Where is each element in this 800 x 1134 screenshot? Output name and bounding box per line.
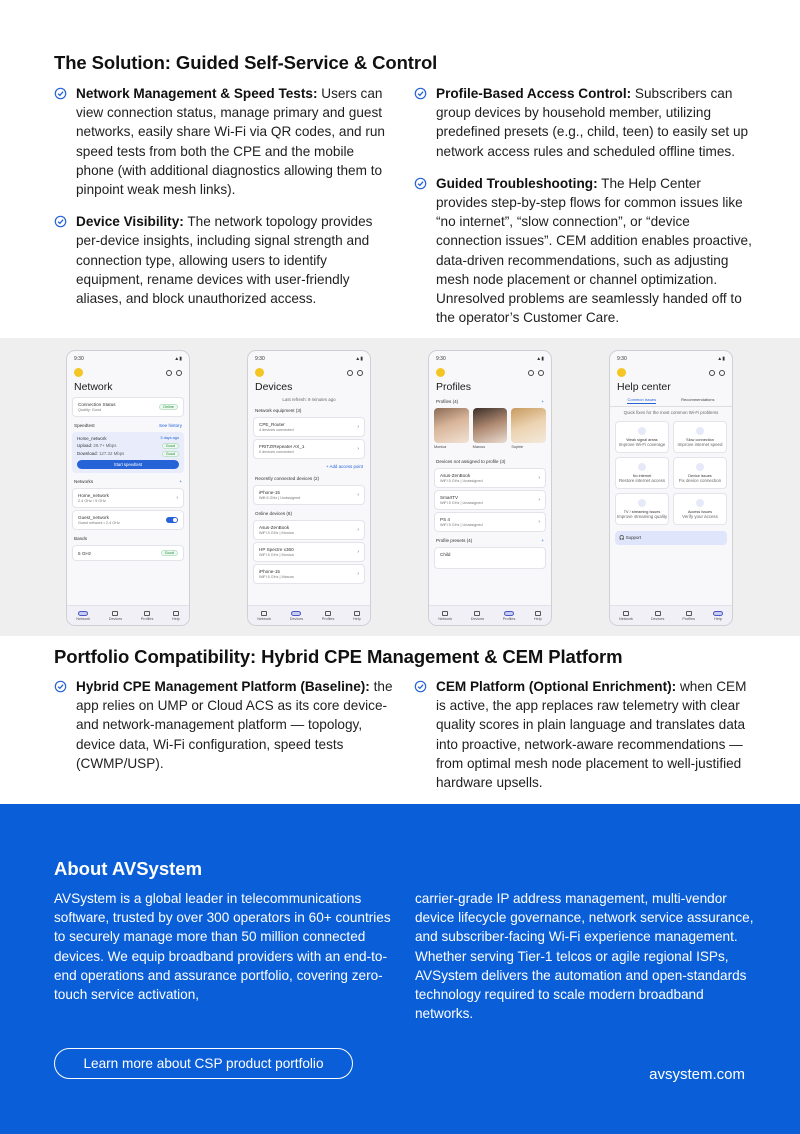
add-access-point-link[interactable]: + Add access point (326, 464, 363, 469)
connection-status-card[interactable] (72, 397, 184, 417)
issue-tile[interactable] (615, 457, 669, 489)
check-circle-icon (54, 87, 67, 100)
device-name: PS 4 (440, 517, 450, 522)
nav-label: Help (533, 616, 542, 621)
tile-title: Access issues (687, 510, 713, 514)
website-link[interactable]: avsystem.com (649, 1066, 745, 1083)
bullet-heading: Hybrid CPE Management Platform (Baseline): (76, 679, 370, 694)
chevron-right-icon: › (357, 424, 359, 430)
status-time: 9:30 (436, 356, 446, 362)
nav-profiles[interactable] (503, 611, 516, 621)
online-devices-label: Online devices (8) (255, 511, 293, 516)
preset-card[interactable] (434, 547, 546, 569)
device-name: SmartTV (440, 495, 459, 500)
learn-more-button[interactable]: Learn more about CSP product portfolio (54, 1048, 353, 1079)
help-icon (173, 611, 179, 616)
wifi-icon (623, 611, 629, 616)
issue-tile[interactable] (673, 457, 727, 489)
help-icon (535, 611, 541, 616)
app-logo (436, 368, 445, 377)
bullet-hybrid-cpe (54, 677, 394, 773)
portfolio-left-column (54, 677, 394, 786)
chevron-right-icon: › (176, 495, 178, 501)
rocket-icon (696, 427, 704, 435)
chevron-right-icon: › (357, 492, 359, 498)
chevron-right-icon: › (357, 527, 359, 533)
networks-label: Networks (74, 479, 94, 484)
check-circle-icon (414, 177, 427, 190)
bullet-text: The network topology provides per-device insights, including signal strength and connection type, allowing users to identify equipment, rename devices with user-friendly aliases, and block unauthorized access. (76, 214, 373, 307)
device-sub: 4 devices connected (259, 428, 294, 432)
profiles-count: Profiles (4) (436, 399, 459, 404)
bullet-text: The Help Center provides step-by-step flows for common issues like “no internet”, “slow connection”, or “device connection issues”. CEM addition enables proactive, data-driven recommendations, such as adjusting mesh node placement or channel optimization. Unresolved problems are seamlessly handed off to the operator’s Customer Care. (436, 175, 752, 326)
bullet-heading: Guided Troubleshooting: (436, 175, 598, 191)
status-time: 9:30 (617, 356, 627, 362)
nav-profiles[interactable] (141, 611, 154, 621)
device-sub: WiFi 5 GHz | Monica (259, 531, 294, 535)
issue-tile[interactable] (615, 493, 669, 525)
devices-icon (112, 611, 118, 616)
solution-title: The Solution: Guided Self-Service & Control (54, 52, 438, 73)
bullet-text: Subscribers can group devices by household member, utilizing predefined presets (e.g., child, teen) to easily set up network access rules and scheduled offline times. (436, 86, 749, 159)
about-paragraph-1: AVSystem is a global leader in telecommunications software, trusted by over 300 operators in 60+ countries to securely manage more than 50 million connected devices. We equip broadband providers with an end-to-end operations and assurance portfolio, covering zero-touch service activation, (54, 891, 391, 1003)
signal-icon: ▲▮ (355, 356, 363, 362)
people-icon (325, 611, 331, 616)
tile-sub: Fix device connection (678, 478, 722, 483)
tile-sub: Improve internet speed (677, 442, 723, 447)
bullet-cem-platform (414, 677, 754, 792)
avatar[interactable] (473, 408, 508, 443)
tab-recommendations[interactable]: Recommendations (681, 397, 715, 402)
check-circle-icon (414, 680, 427, 693)
device-sub: WiFi 5 GHz | Monica (259, 553, 294, 557)
no-internet-icon (638, 463, 646, 471)
screen-title: Network (74, 381, 113, 393)
card-sub: Quality: Good (78, 408, 102, 412)
help-icon (354, 611, 360, 616)
nav-label: Profiles (502, 616, 516, 621)
band-row[interactable] (72, 545, 184, 561)
status-time: 9:30 (74, 356, 84, 362)
signal-issue-icon (638, 427, 646, 435)
screen-title: Help center (617, 381, 671, 393)
nav-devices[interactable] (290, 611, 304, 621)
band-name: 5 GHz (78, 550, 92, 556)
nav-label: Help (714, 616, 722, 621)
device-row[interactable] (253, 520, 365, 540)
chevron-right-icon: › (357, 446, 359, 452)
bullet-heading: Network Management & Speed Tests: (76, 86, 318, 101)
issue-tile[interactable] (615, 421, 669, 453)
nav-label: Devices (108, 616, 123, 621)
check-circle-icon (54, 680, 67, 693)
nav-devices[interactable] (109, 611, 123, 621)
issue-tile[interactable] (673, 493, 727, 525)
nav-label: Network (618, 616, 633, 621)
account-icon[interactable] (719, 370, 725, 376)
add-profile-icon[interactable]: + (541, 399, 544, 404)
nav-label: Network (438, 616, 453, 621)
presets-label: Profile presets (4) (436, 538, 473, 543)
device-name: HP Spectre x360 (259, 547, 294, 552)
chevron-right-icon: › (357, 549, 359, 555)
bullet-text: the app relies on UMP or Cloud ACS as its core device- and network-management platform — topology, device data, Wi-Fi configuration, speed tests (CWMP/USP). (76, 679, 393, 771)
app-logo (255, 368, 264, 377)
bell-icon[interactable] (166, 370, 172, 376)
tile-sub: Improve Wi-Fi coverage (618, 442, 666, 447)
device-sub: Wifi 6 GHz | Unassigned (259, 496, 301, 500)
solution-left-column (54, 84, 394, 321)
guest-network-toggle[interactable] (166, 517, 178, 523)
solution-right-column (414, 84, 754, 340)
quick-fixes-text: Quick fixes for the most common Wi-Fi problems (623, 410, 719, 415)
add-preset-icon[interactable]: + (541, 538, 544, 543)
bell-icon[interactable] (709, 370, 715, 376)
phone-network-screen (66, 350, 190, 626)
app-logo (74, 368, 83, 377)
account-icon[interactable] (538, 370, 544, 376)
bullet-network-management (54, 84, 394, 199)
signal-icon: ▲▮ (174, 356, 182, 362)
about-title: About AVSystem (54, 858, 203, 879)
bell-icon[interactable] (347, 370, 353, 376)
device-name: Asus-ZenBook (259, 525, 290, 530)
device-row[interactable] (253, 439, 365, 459)
bullet-device-visibility (54, 212, 394, 308)
device-row[interactable] (253, 564, 365, 584)
account-icon[interactable] (357, 370, 363, 376)
profile-name: Sophie (511, 445, 524, 449)
download-label: Download: (77, 451, 98, 456)
avatar[interactable] (511, 408, 546, 443)
device-row[interactable] (253, 417, 365, 437)
nav-help[interactable] (534, 611, 542, 621)
support-label: Support (625, 535, 642, 540)
nav-label: Help (171, 616, 180, 621)
device-name: iPhone-15 (259, 490, 280, 495)
upload-label: Upload: (77, 443, 93, 448)
nav-help[interactable] (172, 611, 180, 621)
bullet-profile-access (414, 84, 754, 161)
help-icon (713, 611, 723, 616)
about-paragraph-2: carrier-grade IP address management, multi-vendor device lifecycle governance, network service assurance, and subscriber-facing Wi-Fi experience management. Whether serving Tier-1 telcos or agile regional ISPs, AVSystem delivers the automation and open-standards technology required to scale modern broadband networks. (415, 891, 754, 1022)
nav-label: Network (257, 616, 272, 621)
device-name: iPhone-15 (259, 569, 280, 574)
check-circle-icon (54, 215, 67, 228)
nav-devices[interactable] (651, 611, 665, 621)
device-sub: WiFi 5 GHz | Unassigned (440, 523, 483, 527)
bullet-text: when CEM is active, the app replaces raw telemetry with clear quality scores in plain language and translates data into proactive, network-aware recommendations — from optimal mesh node placement to well-justified hardware upsells. (436, 679, 747, 791)
bullet-guided-troubleshooting (414, 174, 754, 328)
device-row[interactable] (253, 485, 365, 505)
wifi-icon (261, 611, 267, 616)
nav-profiles[interactable] (322, 611, 335, 621)
device-sub: WiFi 5 GHz | Unassigned (440, 479, 483, 483)
nav-label: Profiles (321, 616, 335, 621)
device-row[interactable] (253, 542, 365, 562)
device-name: FRITZ!Repeater AX_1 (259, 444, 305, 449)
device-sub: WiFi 5 GHz | Unassigned (440, 501, 483, 505)
nav-profiles[interactable] (682, 611, 695, 621)
lock-icon (696, 499, 704, 507)
nav-network[interactable] (76, 611, 90, 621)
device-name: CPE_Router (259, 422, 285, 427)
speedtest-network: Home_network (77, 436, 107, 441)
refresh-time: Last refresh: 9 minutes ago (282, 397, 336, 402)
upload-quality: Good (162, 443, 179, 449)
screen-title: Devices (255, 381, 293, 393)
screen-title: Profiles (436, 381, 472, 393)
support-button[interactable] (615, 531, 727, 545)
chevron-right-icon: › (538, 497, 540, 503)
people-icon (686, 611, 692, 616)
bands-label: Bands (74, 536, 88, 541)
headset-icon: 🎧 (619, 535, 625, 540)
bottom-nav (248, 605, 370, 625)
network-bands: Guest network • 2.4 GHz (78, 521, 120, 525)
upload-value: 29.7+ Mbps (93, 443, 117, 448)
chevron-right-icon: › (357, 571, 359, 577)
nav-devices[interactable] (471, 611, 485, 621)
profile-name: Marcus (472, 445, 486, 449)
status-time: 9:30 (255, 356, 265, 362)
bottom-nav (67, 605, 189, 625)
add-network-icon[interactable]: + (179, 479, 182, 484)
speedtest-age: 3 days ago (160, 436, 179, 440)
tile-title: Slow connection (686, 438, 714, 442)
bullet-heading: CEM Platform (Optional Enrichment): (436, 679, 677, 694)
devices-icon (655, 611, 661, 616)
people-icon (504, 611, 514, 616)
devices-icon (474, 611, 480, 616)
start-speedtest-button[interactable]: Start speedtest (77, 460, 179, 469)
network-name: Home_network (78, 493, 109, 498)
speedtest-label: Speedtest (74, 423, 95, 428)
tv-icon (638, 499, 646, 507)
bullet-heading: Profile-Based Access Control: (436, 86, 632, 101)
bullet-text: Users can view connection status, manage primary and guest networks, easily share Wi-Fi via QR codes, and run speed tests from both the CPE and the mobile phone (with additional diagnostics allowing them to pinpoint weak mesh links). (76, 86, 385, 198)
help-tabs (610, 395, 732, 407)
phone-devices-screen (247, 350, 371, 626)
online-badge: Online (159, 404, 178, 410)
tile-sub: Verify your access (682, 514, 718, 519)
issue-grid (610, 418, 732, 528)
tile-title: TV / streaming issues (623, 510, 661, 514)
check-circle-icon (414, 87, 427, 100)
guest-network-row[interactable] (72, 510, 184, 530)
tile-title: Weak signal areas (626, 438, 658, 442)
tile-sub: Restore internet access (618, 478, 666, 483)
device-row[interactable] (434, 512, 546, 532)
nav-network[interactable] (619, 611, 633, 621)
speedtest-card (72, 432, 184, 473)
avatar[interactable] (434, 408, 469, 443)
profile-avatars (429, 406, 551, 445)
people-icon (144, 611, 150, 616)
equipment-label: Network equipment (3) (255, 408, 302, 413)
phone-profiles-screen (428, 350, 552, 626)
card-label: Connection Status (78, 402, 116, 407)
bottom-nav (429, 605, 551, 625)
unassigned-label: Devices not assigned to profile (3) (436, 459, 506, 464)
wifi-icon (78, 611, 88, 616)
nav-label: Profiles (682, 616, 696, 621)
chevron-right-icon: › (538, 475, 540, 481)
device-icon (696, 463, 704, 471)
recent-devices-label: Recently connected devices (2) (255, 476, 320, 481)
band-status: Good (161, 550, 178, 556)
app-logo (617, 368, 626, 377)
network-row[interactable] (72, 488, 184, 508)
network-name: Guest_network (78, 515, 109, 520)
bullet-heading: Device Visibility: (76, 214, 184, 230)
wifi-icon (442, 611, 448, 616)
signal-icon: ▲▮ (717, 356, 725, 362)
nav-label: Profiles (140, 616, 154, 621)
tile-sub: Improve streaming quality (616, 514, 668, 519)
nav-label: Devices (650, 616, 665, 621)
tab-common-issues[interactable]: Common issues (627, 397, 657, 402)
device-row[interactable] (434, 490, 546, 510)
tile-title: No internet (632, 474, 652, 478)
bell-icon[interactable] (528, 370, 534, 376)
nav-label: Devices (289, 616, 304, 621)
nav-network[interactable] (257, 611, 271, 621)
chevron-right-icon: › (538, 519, 540, 525)
device-sub: WiFi 5 GHz | Marcus (259, 575, 294, 579)
see-history-link[interactable]: See history (159, 423, 182, 428)
profile-name: Monica (434, 445, 447, 449)
nav-help[interactable] (713, 611, 723, 621)
about-section (0, 804, 800, 1134)
nav-label: Network (76, 616, 91, 621)
bottom-nav (610, 605, 732, 625)
nav-label: Devices (470, 616, 485, 621)
signal-icon: ▲▮ (536, 356, 544, 362)
portfolio-title: Portfolio Compatibility: Hybrid CPE Management & CEM Platform (54, 646, 623, 667)
device-name: Asus-ZenBook (440, 473, 471, 478)
preset-name: Child (440, 552, 451, 557)
phone-help-center-screen (609, 350, 733, 626)
device-sub: 0 devices connected (259, 450, 294, 454)
nav-label: Help (352, 616, 361, 621)
download-value: 127.32 Mbps (98, 451, 125, 456)
tile-title: Device issues (688, 474, 712, 478)
devices-icon (291, 611, 301, 616)
account-icon[interactable] (176, 370, 182, 376)
device-row[interactable] (434, 468, 546, 488)
app-screenshots-band (0, 338, 800, 636)
download-quality: Good (162, 451, 179, 457)
portfolio-right-column (414, 677, 754, 805)
network-bands: 2.4 GHz / 5 GHz (78, 499, 106, 503)
issue-tile[interactable] (673, 421, 727, 453)
nav-help[interactable] (353, 611, 361, 621)
nav-network[interactable] (438, 611, 452, 621)
